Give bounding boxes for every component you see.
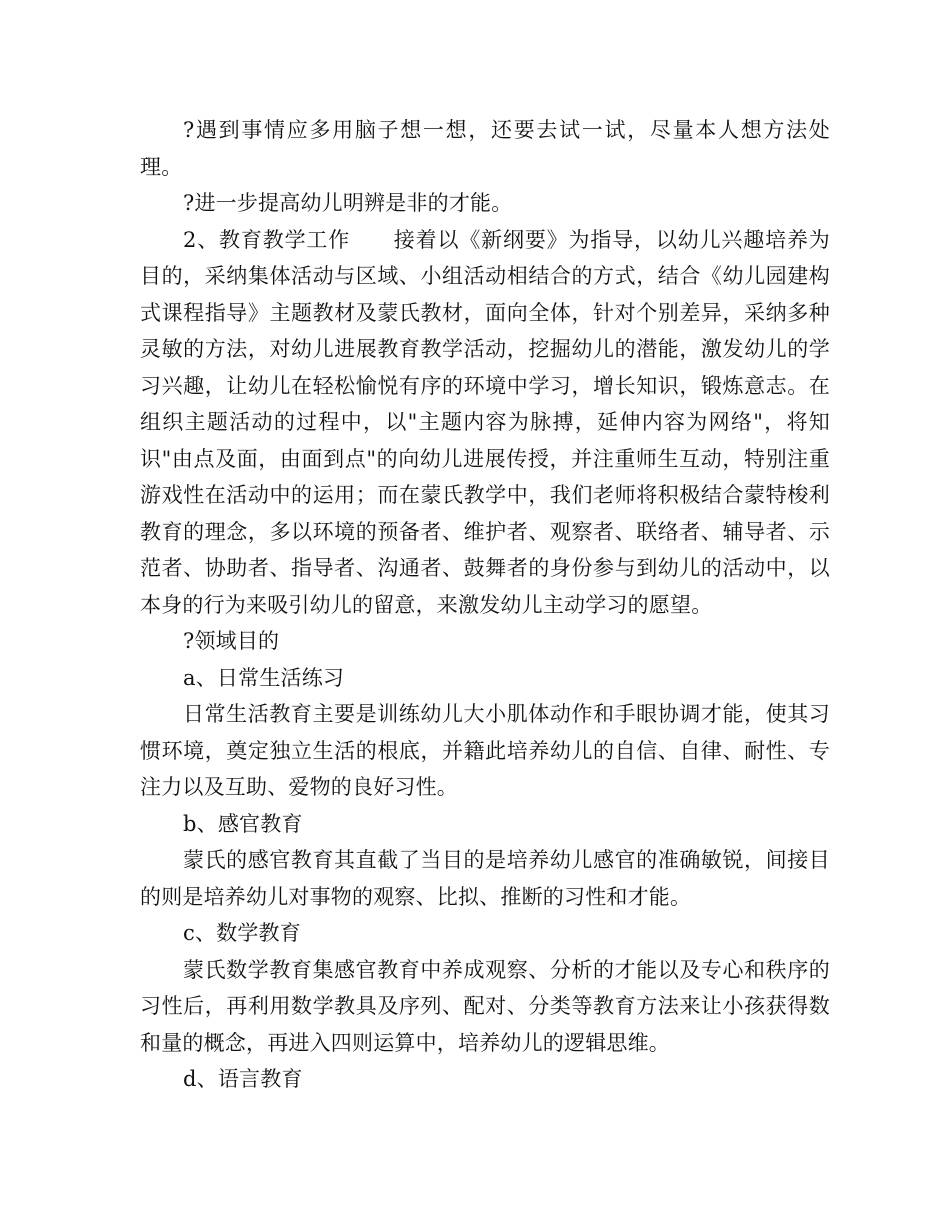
heading-math: c、数学教育 <box>183 921 301 945</box>
paragraph-daily-life: 日常生活教育主要是训练幼儿大小肌体动作和手眼协调才能，使其习惯环境，奠定独立生活的根底，并籍此培养幼儿的自信、自律、耐性、专注力以及互助、爱物的良好习性。 <box>140 702 830 799</box>
paragraph-goal-think: ?遇到事情应多用脑子想一想，还要去试一试，尽量本人想方法处理。 <box>140 118 830 179</box>
heading-language: d、语言教育 <box>183 1067 303 1091</box>
paragraph-sensory: 蒙氏的感官教育其直截了当目的是培养幼儿感官的准确敏锐，间接目的则是培养幼儿对事物的观察、比拟、推断的习性和才能。 <box>140 848 830 909</box>
paragraph-math: 蒙氏数学教育集感官教育中养成观察、分析的才能以及专心和秩序的习性后，再利用数学教具及序列、配对、分类等教育方法来让小孩获得数和量的概念，再进入四则运算中，培养幼儿的逻辑思维。 <box>140 957 830 1055</box>
document-body <box>140 112 830 1098</box>
heading-daily-life: a、日常生活练习 <box>183 665 345 690</box>
paragraph-teaching-work: 2、教育教学工作 接着以《新纲要》为指导，以幼儿兴趣培养为目的，采纳集体活动与区域、小组活动相结合的方式，结合《幼儿园建构式课程指导》主题教材及蒙氏教材，面向全体，针对个别差异，采纳多种灵敏的方法，对幼儿进展教育教学活动，挖掘幼儿的潜能，激发幼儿的学习兴趣，让幼儿在轻松愉悦有序的环境中学习，增长知识，锻炼意志。在组织主题活动的过程中，以"主题内容为脉搏，延伸内容为网络"，将知识"由点及面，由面到点"的向幼儿进展传授，并注重师生互动，特别注重游戏性在活动中的运用；而在蒙氏教学中，我们老师将积极结合蒙特梭利教育的理念，多以环境的预备者、维护者、观察者、联络者、辅导者、示范者、协助者、指导者、沟通者、鼓舞者的身份参与到幼儿的活动中，以本身的行为来吸引幼儿的留意，来激发幼儿主动学习的愿望。 <box>140 227 830 617</box>
paragraph-goal-judgement: ?进一步提高幼儿明辨是非的才能。 <box>183 191 513 215</box>
heading-domain-goals: ?领域目的 <box>183 629 280 653</box>
heading-sensory: b、感官教育 <box>183 811 303 836</box>
